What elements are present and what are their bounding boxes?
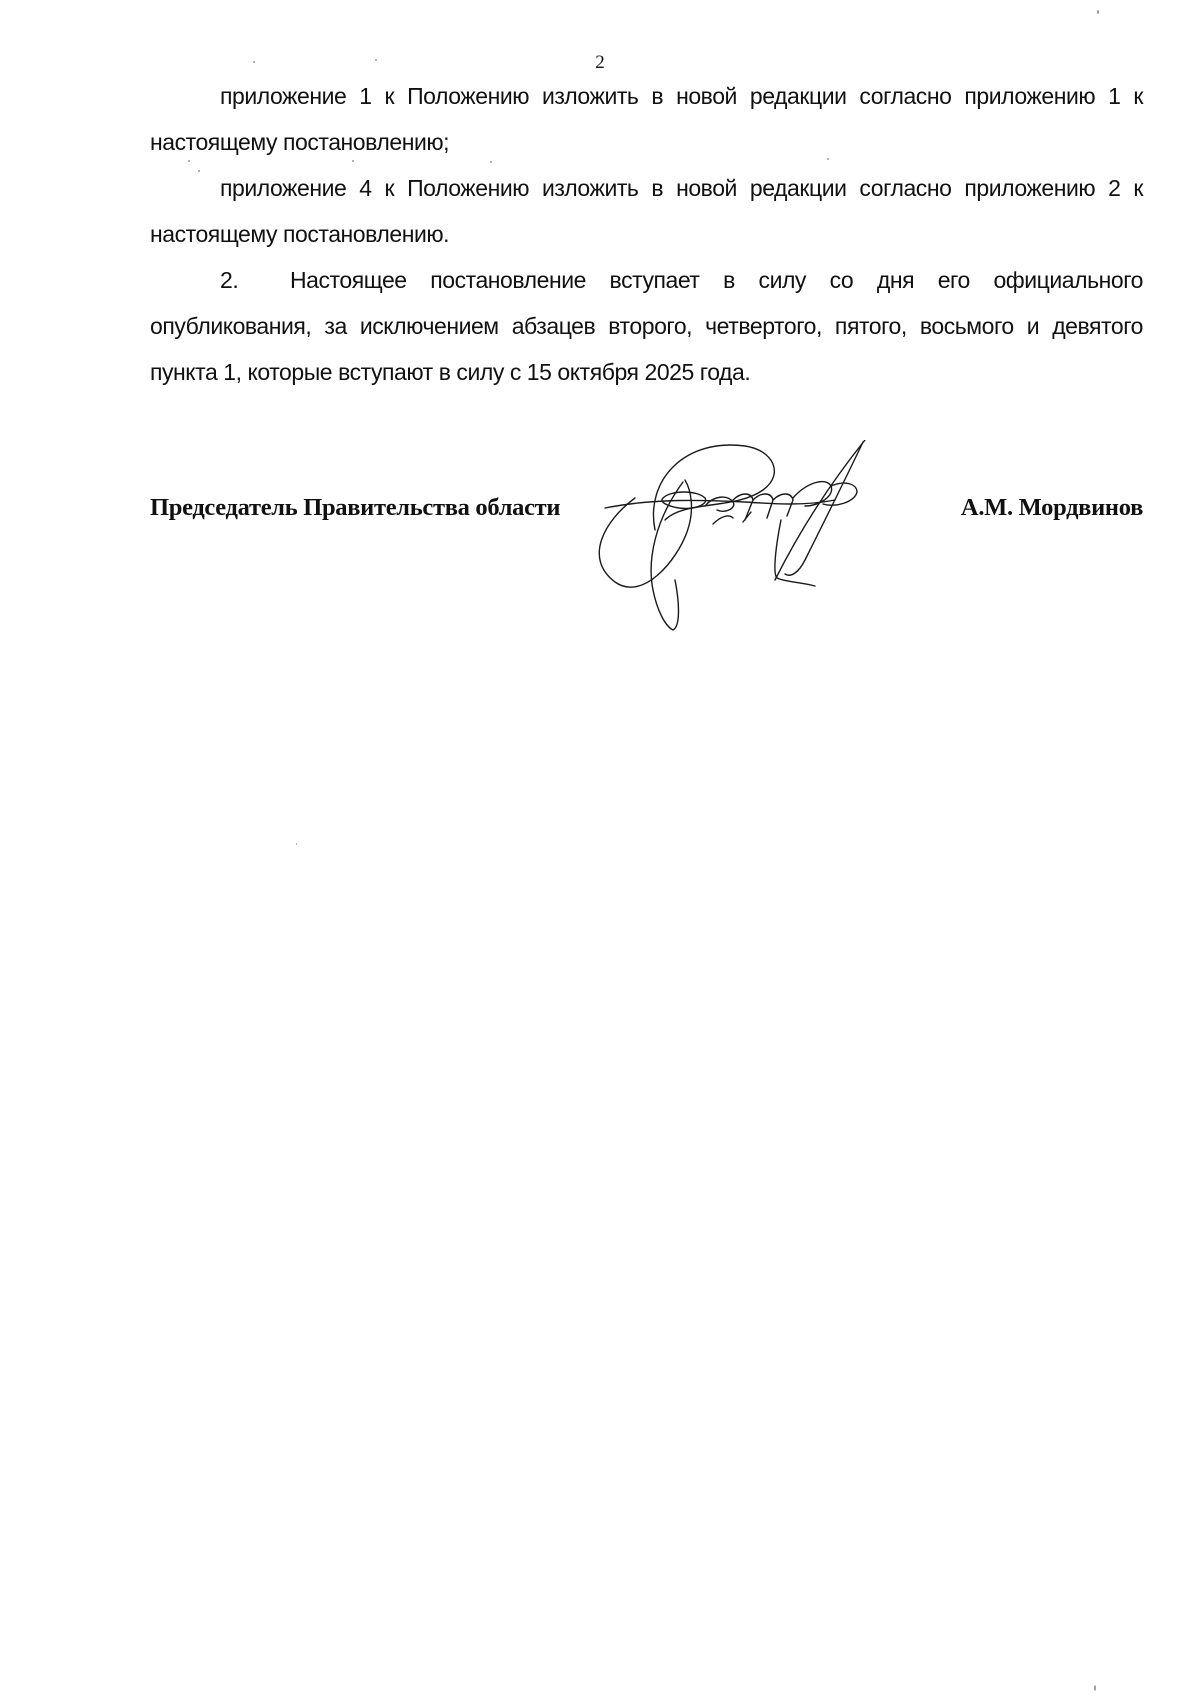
handwritten-signature-icon: [595, 440, 945, 640]
document-body: [150, 73, 1143, 395]
paragraph-appendix-4: приложение 4 к Положению изложить в новой редакции согласно приложению 2 к настоящему постановлению.: [150, 175, 1143, 247]
paragraph-appendix-1: приложение 1 к Положению изложить в новой редакции согласно приложению 1 к настоящему постановлению;: [150, 83, 1143, 155]
scan-speck: [827, 158, 829, 160]
signatory-name: А.М. Мордвинов: [960, 494, 1143, 521]
scan-speck: [375, 59, 377, 61]
clause-text: Настоящее постановление вступает в силу со дня его официального опубликования, за исключением абзацев второго, четвертого, пятого, восьмого и девятого пункта 1, которые вступают в силу с 15 октября 2025 года.: [150, 267, 1143, 385]
signatory-title: Председатель Правительства области: [150, 494, 561, 521]
clause-number: 2.: [220, 267, 239, 293]
scan-speck: [352, 160, 354, 162]
scan-speck: [253, 61, 255, 63]
scan-speck: [490, 161, 492, 163]
scan-speck: [296, 843, 297, 845]
scan-speck: [188, 160, 190, 162]
paragraph-clause-2: [150, 257, 1143, 395]
page-number: 2: [595, 52, 605, 73]
scan-speck: [1097, 10, 1099, 14]
scan-speck: [1094, 1685, 1096, 1691]
scan-speck: [198, 170, 200, 172]
